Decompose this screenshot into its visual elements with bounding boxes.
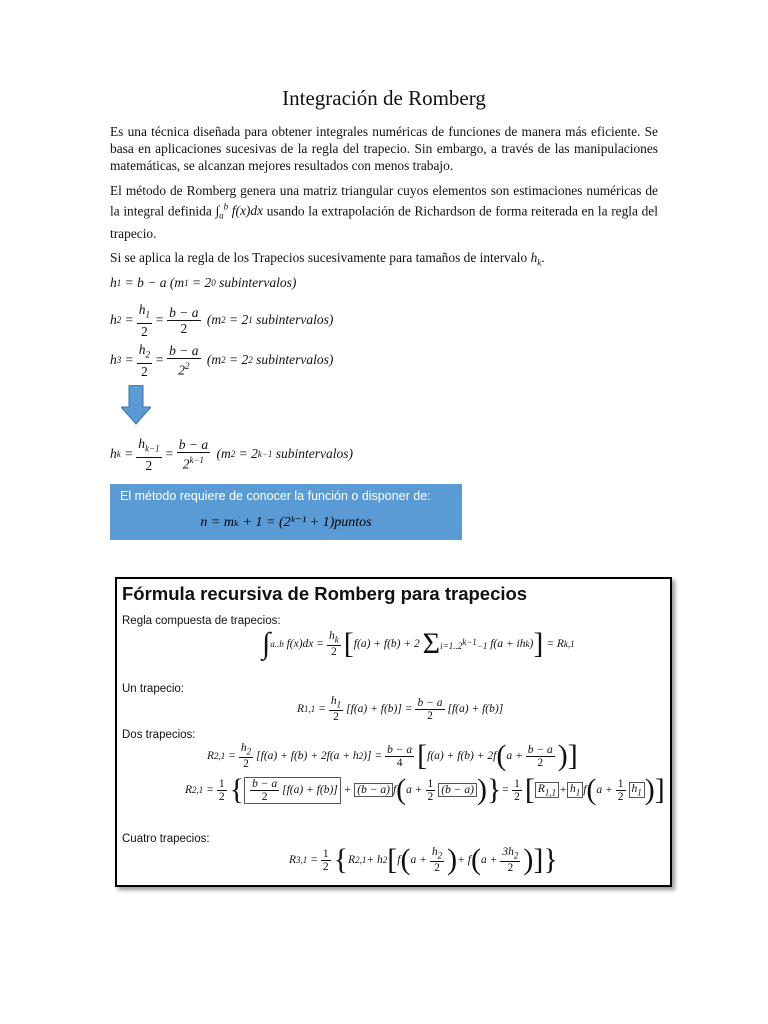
label-un-trapecio: Un trapecio: <box>122 683 185 695</box>
paragraph-romberg-b: usando la extrapolación de Richardson de forma reiterada en la regla del trapecio. <box>110 203 658 242</box>
label-cuatro-trapecios: Cuatro trapecios: <box>122 833 210 845</box>
paragraph-trapecios-text: Si se aplica la regla de los Trapecios sucesivamente para tamaños de intervalo <box>110 250 528 265</box>
eq-h2: h 2 = $\frac{h_1}{2}$ = $\frac{b - a}{2}$ (m 2 = 2 1 subintervalos) <box>110 302 334 339</box>
requirement-box <box>110 484 462 540</box>
eq-r21-b: R 2,1 = $\frac{1}{2}$ { $\frac{b - a}{2}$ [f(a) + f(b)] + (b − a) f ( a + $\frac{1}{2}$ (b − a) ) } = $\frac{1}{2}$ [ $R_{1,1}$ + $h_1$ f ( a + $\frac{1}{2}$ $h_1$ ) ] <box>185 773 665 806</box>
eq-r11: R 1,1 = $\frac{h_1}{2}$ [f(a) + f(b)] = $\frac{b - a}{2}$ [f(a) + f(b)] <box>297 695 504 724</box>
eq-composite-rule: ∫ a..b f(x)dx = $\frac{h_k}{2}$ [ f(a) + f(b) + 2 Σ $i=1..2^{k-1}-1$ f(a + ih k ) ] = R k,1 <box>262 627 575 660</box>
eq-r21-a: R 2,1 = $\frac{h_2}{2}$ [f(a) + f(b) + 2f(a + h 2 )] = $\frac{b - a}{4}$ [ f(a) + f(b) + 2f ( a + $\frac{b - a}{2}$ ) ] <box>207 739 578 772</box>
paragraph-romberg <box>110 182 658 242</box>
paragraph-romberg-a: El método de Romberg genera una matriz triangular cuyos elementos son estimaciones numéricas de la integral definida <box>110 183 658 219</box>
paragraph-trapecios: Si se aplica la regla de los Trapecios sucesivamente para tamaños de intervalo $h_k$. <box>110 250 545 268</box>
panel-heading: Fórmula recursiva de Romberg para trapecios <box>122 583 528 604</box>
eq-h3: h 3 = $\frac{h_2}{2}$ = $\frac{b - a}{2^2}$ (m 2 = 2 2 subintervalos) <box>110 342 334 379</box>
down-arrow-icon <box>121 385 151 425</box>
paragraph-intro: Es una técnica diseñada para obtener integrales numéricas de funciones de manera más eficiente. Se basa en aplicaciones sucesivas de la regla del trapecio. Sin embargo, a través de las manipulaciones matemáticas, se alcanzan mejores resultados con menos trabajo. <box>110 124 658 173</box>
label-dos-trapecios: Dos trapecios: <box>122 729 196 741</box>
requirement-box-title: El método requiere de conocer la función o disponer de: <box>120 489 431 503</box>
romberg-formula-panel <box>115 577 672 887</box>
eq-h1: h 1 = b − a (m 1 = 2 0 subintervalos) <box>110 275 297 290</box>
requirement-box-formula: n = mₖ + 1 = (2ᵏ⁻¹ + 1)puntos <box>200 515 372 530</box>
label-compuesta: Regla compuesta de trapecios: <box>122 615 281 627</box>
integral-inline: $\int_a^b$ f(x)dx <box>215 202 264 222</box>
eq-r31: R 3,1 = $\frac{1}{2}$ { R 2,1 + h 2 [ f ( a + $\frac{h_2}{2}$ ) + f ( a + $\frac{3h_2}{2}$ ) ] } <box>289 843 558 876</box>
page-title: Integración de Romberg <box>282 86 486 110</box>
eq-hk: h k = $\frac{h_{k-1}}{2}$ = $\frac{b - a}{2^{k-1}}$ (m 2 = 2 k−1 subintervalos) <box>110 436 354 473</box>
